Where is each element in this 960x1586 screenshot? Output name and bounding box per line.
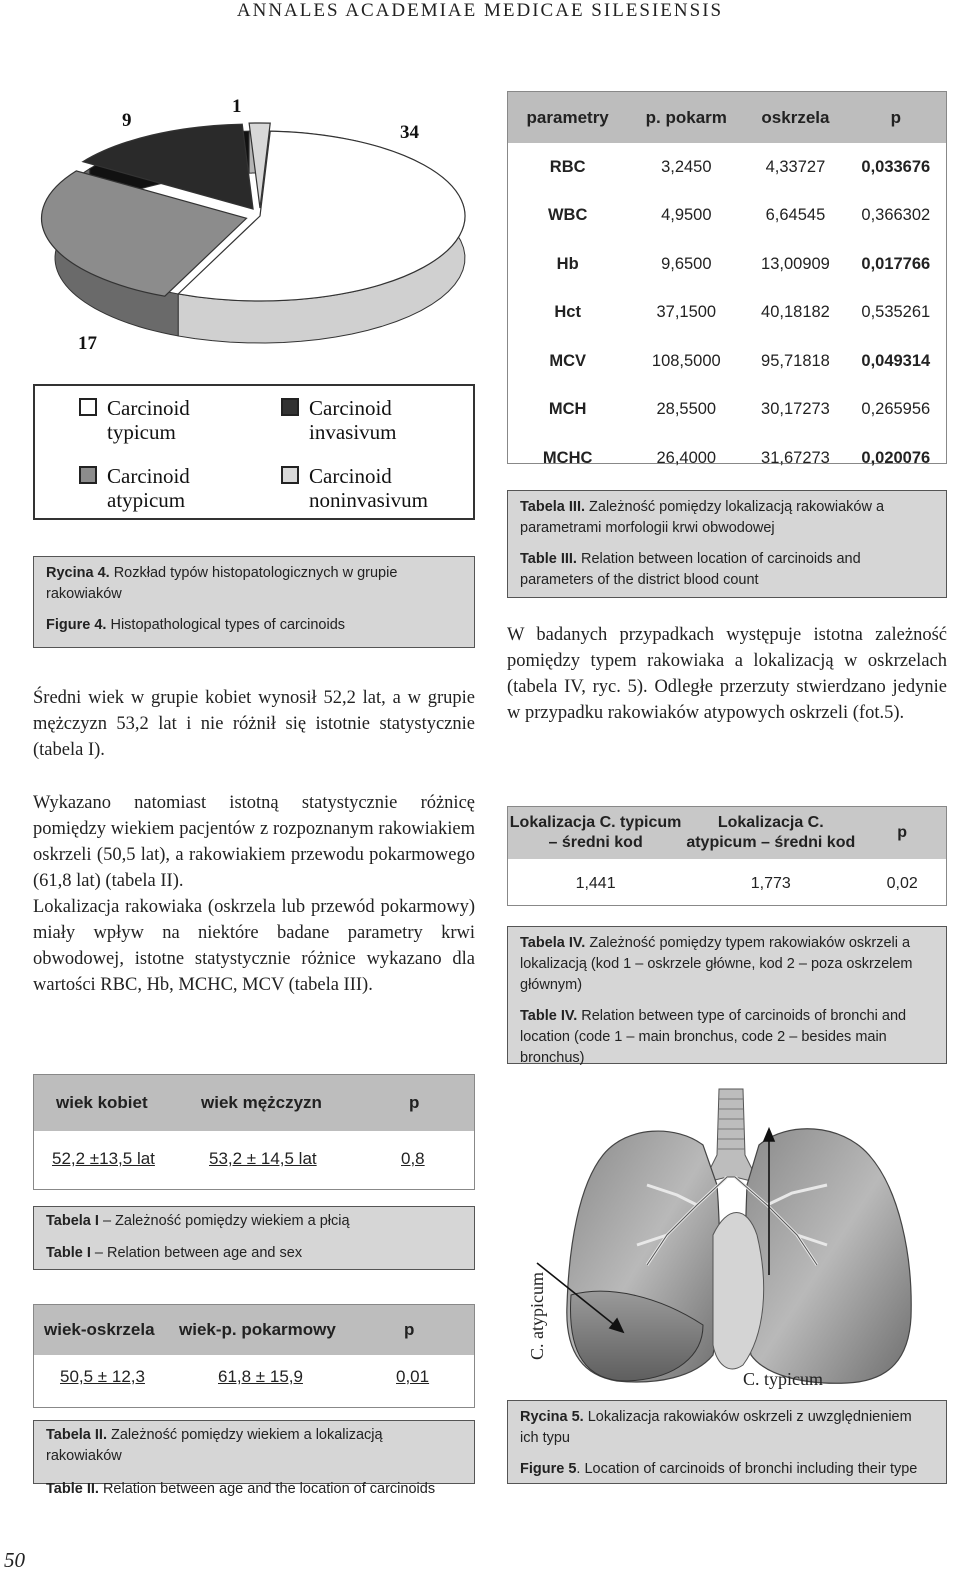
caption-text: Relation between type of carcinoids of bronchi and location (code 1 – main bronchus, code 2 – besides main bronchus): [520, 1008, 907, 1066]
caption-label: Figure 5: [520, 1461, 577, 1477]
journal-header: ANNALES ACADEMIAE MEDICAE SILESIENSIS: [236, 0, 724, 21]
table4-caption-pl: [520, 933, 934, 996]
caption-text: – Relation between age and sex: [90, 1245, 303, 1261]
legend-item-noninvasivum: [309, 464, 428, 512]
table3-row-header: MCV: [549, 351, 586, 370]
table4-header: Lokalizacja C. atypicum – średni kod: [683, 807, 858, 859]
caption-text: Relation between age and the location of carcinoids: [98, 1481, 436, 1497]
table4-cell: 0,02: [886, 875, 918, 892]
table3: [507, 91, 947, 467]
table3-cell: 6,64545: [765, 206, 826, 225]
table-row: [508, 240, 946, 289]
paragraph-text: Lokalizacja rakowiaka (oskrzela lub przewód pokarmowy) miały wpływ na niektóre badane parametry krwi obwodowej, istotne statystycznie różnice wykazano dla wartości RBC, Hb, MCHC, MCV (tabela III).: [33, 897, 475, 995]
table3-cell: 26,4000: [656, 448, 717, 467]
caption-label: Table III.: [520, 551, 577, 567]
table-row: [508, 434, 946, 483]
table4-caption-en: [520, 1006, 934, 1069]
table1: [33, 1074, 475, 1190]
pie-legend: [33, 384, 475, 520]
caption-label: Tabela IV.: [520, 935, 586, 951]
legend-label-line1: Carcinoid: [309, 464, 392, 488]
figure4-caption-en: [46, 615, 462, 636]
table4-header: p: [858, 807, 946, 859]
caption-label: Table IV.: [520, 1008, 578, 1024]
table1-cell: 53,2 ± 14,5 lat: [209, 1149, 317, 1168]
caption-label: Tabela III.: [520, 499, 586, 515]
figure5-caption-en: [520, 1459, 934, 1480]
label-c-typicum: C. typicum: [743, 1369, 823, 1389]
table3-cell: 3,2450: [661, 157, 712, 176]
table3-cell: 0,017766: [861, 254, 931, 273]
legend-swatch-invasivum: [281, 398, 299, 416]
legend-label-line1: Carcinoid: [107, 464, 190, 488]
caption-label: Figure 4.: [46, 617, 107, 633]
table3-cell: 0,020076: [861, 448, 931, 467]
table3-cell: 0,049314: [861, 351, 931, 370]
table3-cell: 30,17273: [761, 400, 830, 419]
page-number: 50: [4, 1548, 25, 1572]
table-row: [508, 143, 946, 192]
caption-text: Zależność pomiędzy typem rakowiaków oskrzeli a lokalizacją (kod 1 – oskrzele główne, kod 2 – poza oskrzelem głównym): [520, 935, 913, 993]
table3-cell: 31,67273: [761, 448, 830, 467]
table3-caption: [507, 490, 947, 598]
table4-cell: 1,773: [750, 875, 791, 892]
table1-header-row: [34, 1075, 474, 1131]
table-row: [508, 386, 946, 435]
table2: [33, 1304, 475, 1408]
table2-header-row: [34, 1305, 474, 1355]
caption-text: – Zależność pomiędzy wiekiem a płcią: [98, 1213, 350, 1229]
caption-label: Rycina 4.: [46, 565, 110, 581]
pie-label-noninvasivum: 1: [232, 96, 242, 117]
caption-label: Table II.: [46, 1481, 99, 1497]
table3-header: parametry: [508, 92, 627, 143]
table-row: [508, 337, 946, 386]
table2-cell: 61,8 ± 15,9: [218, 1367, 303, 1386]
legend-label-line2: typicum: [107, 420, 176, 444]
paragraph-type-location: [507, 622, 947, 726]
table-row: [508, 289, 946, 338]
legend-swatch-atypicum: [79, 466, 97, 484]
legend-label-line2: atypicum: [107, 488, 186, 512]
legend-item-atypicum: [107, 464, 190, 512]
table3-row-header: MCHC: [542, 448, 593, 467]
caption-label: Table I: [46, 1245, 91, 1261]
table3-header: p. pokarm: [627, 92, 745, 143]
figure5-caption: [507, 1400, 947, 1484]
table-row: [508, 192, 946, 241]
caption-label: Tabela II.: [46, 1427, 107, 1443]
figure5-caption-pl: [520, 1407, 934, 1449]
table3-header: oskrzela: [745, 92, 845, 143]
table3-caption-en: [520, 549, 934, 591]
paragraph-age-location: [33, 790, 475, 998]
caption-text: Histopathological types of carcinoids: [106, 617, 346, 633]
table2-caption: [33, 1420, 475, 1497]
table1-caption-en: [46, 1243, 462, 1264]
table3-cell: 13,00909: [761, 254, 830, 273]
left-lung-shape: [745, 1129, 911, 1383]
legend-item-invasivum: [309, 396, 397, 444]
table3-cell: 108,5000: [651, 351, 721, 370]
table4: [507, 806, 947, 906]
table2-cell: 50,5 ± 12,3: [60, 1367, 145, 1386]
table4-cell: 1,441: [575, 875, 616, 892]
table1-cell: 0,8: [401, 1149, 425, 1168]
caption-text: Lokalizacja rakowiaków oskrzeli z uwzględnieniem ich typu: [520, 1409, 912, 1446]
table3-row-header: MCH: [548, 400, 587, 419]
legend-swatch-typicum: [79, 398, 97, 416]
table1-header: p: [409, 1093, 420, 1112]
table1-header: wiek kobiet: [56, 1093, 148, 1112]
table2-caption-pl: [46, 1425, 462, 1467]
table2-header: p: [404, 1320, 415, 1339]
table1-cell: 52,2 ±13,5 lat: [52, 1149, 155, 1168]
table2-header: wiek-p. pokarmowy: [179, 1320, 336, 1339]
table2-cell: 0,01: [396, 1367, 430, 1386]
paragraph-age-sex: [33, 685, 475, 763]
table3-header: p: [846, 92, 946, 143]
table2-header: wiek-oskrzela: [44, 1320, 155, 1339]
caption-text: Rozkład typów histopatologicznych w grupie rakowiaków: [46, 565, 398, 602]
pie-label-invasivum: 9: [122, 110, 132, 131]
table3-cell: 0,366302: [861, 206, 931, 225]
table3-row-header: RBC: [549, 157, 586, 176]
figure4-caption: [33, 556, 475, 648]
table1-caption-pl: [46, 1211, 462, 1232]
figure4-caption-pl: [46, 563, 462, 605]
table3-cell: 4,33727: [765, 157, 826, 176]
legend-label-line1: Carcinoid: [309, 396, 392, 420]
table3-cell: 0,265956: [861, 400, 931, 419]
table3-row-header: WBC: [547, 206, 588, 225]
table4-header: Lokalizacja C. typicum – średni kod: [508, 807, 683, 859]
caption-text: Zależność pomiędzy lokalizacją rakowiaków a parametrami morfologii krwi obwodowej: [520, 499, 885, 536]
table1-caption: [33, 1206, 475, 1270]
table3-cell: 95,71818: [761, 351, 830, 370]
table4-caption: [507, 926, 947, 1064]
table-row: [508, 859, 946, 909]
paragraph-text: Średni wiek w grupie kobiet wynosił 52,2 lat, a w grupie mężczyzn 53,2 lat i nie różnił się istotnie statystycznie (tabela I).: [33, 688, 475, 760]
table3-cell: 37,1500: [656, 303, 717, 322]
legend-label-line2: noninvasivum: [309, 488, 428, 512]
legend-label-line2: invasivum: [309, 420, 397, 444]
caption-text: Zależność pomiędzy wiekiem a lokalizacją rakowiaków: [46, 1427, 383, 1464]
caption-text: . Location of carcinoids of bronchi including their type: [576, 1461, 918, 1477]
lung-illustration: [507, 1085, 947, 1393]
table3-cell: 0,033676: [861, 157, 931, 176]
pie-chart: [30, 86, 490, 376]
legend-item-typicum: [107, 396, 190, 444]
caption-label: Tabela I: [46, 1213, 99, 1229]
table3-cell: 28,5500: [656, 400, 717, 419]
table3-row-header: Hb: [556, 254, 579, 273]
caption-label: Rycina 5.: [520, 1409, 584, 1425]
table3-caption-pl: [520, 497, 934, 539]
paragraph-text: Wykazano natomiast istotną statystycznie różnicę pomiędzy wiekiem pacjentów z rozpoznanym rakowiakiem oskrzeli (50,5 lat), a rakowiakiem przewodu pokarmowego (61,8 lat) (tabela II).: [33, 793, 475, 891]
pie-label-atypicum: 17: [78, 333, 97, 354]
legend-swatch-noninvasivum: [281, 466, 299, 484]
table3-cell: 4,9500: [661, 206, 712, 225]
paragraph-text: W badanych przypadkach występuje istotna zależność pomiędzy typem rakowiaka a lokalizacją w oskrzelach (tabela IV, ryc. 5). Odległe przerzuty stwierdzano jedynie w przypadku rakowiaków atypowych oskrzeli (fot.5).: [507, 625, 947, 723]
table1-header: wiek mężczyzn: [201, 1093, 322, 1112]
pie-label-typicum: 34: [400, 122, 419, 143]
table3-row-header: Hct: [554, 303, 581, 322]
table3-cell: 0,535261: [861, 303, 931, 322]
caption-text: Relation between location of carcinoids and parameters of the district blood count: [520, 551, 861, 588]
label-c-atypicum: C. atypicum: [527, 1272, 547, 1360]
table2-caption-en: [46, 1479, 462, 1500]
legend-label-line1: Carcinoid: [107, 396, 190, 420]
table3-cell: 9,6500: [661, 254, 712, 273]
table3-cell: 40,18182: [761, 303, 830, 322]
